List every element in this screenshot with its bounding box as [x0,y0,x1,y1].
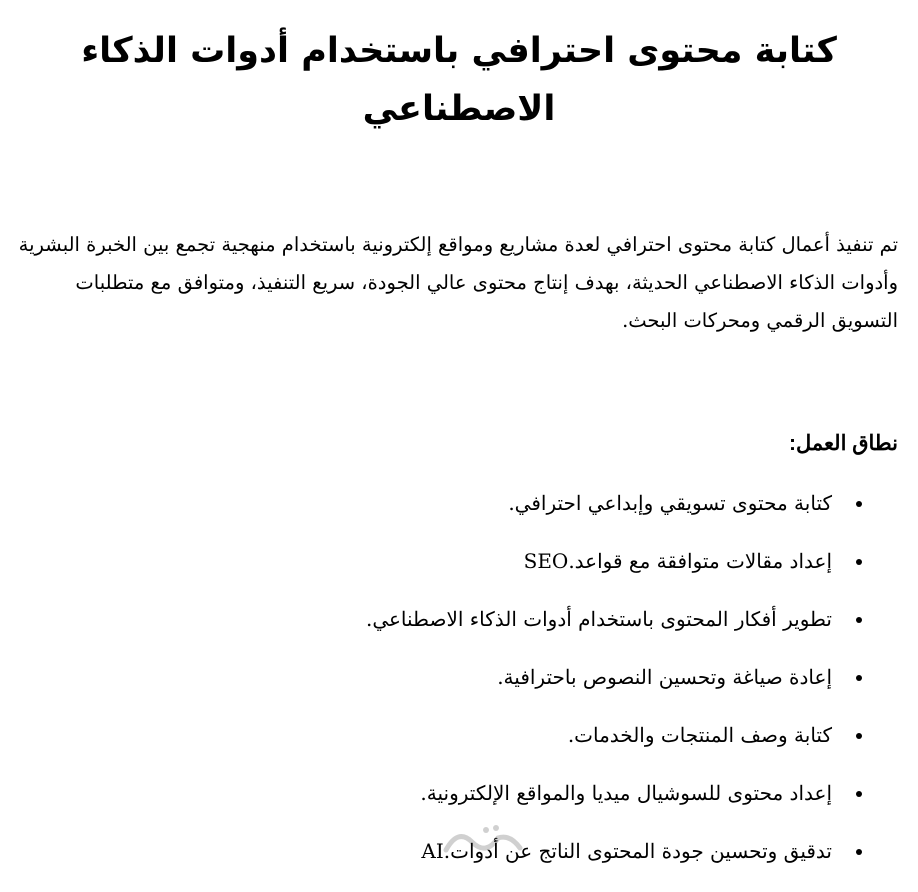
scope-item-text: كتابة محتوى تسويقي وإبداعي احترافي. [508,491,832,515]
scope-item-text: تدقيق وتحسين جودة المحتوى الناتج عن أدوات.AI [421,839,832,863]
scope-list [20,486,862,892]
document-title: كتابة محتوى احترافي باستخدام أدوات الذكاء الاصطناعي [81,31,837,129]
scope-item [20,834,862,892]
intro-paragraph: تم تنفيذ أعمال كتابة محتوى احترافي لعدة مشاريع ومواقع إلكترونية باستخدام منهجية تجمع بين الخبرة البشرية وأدوات الذكاء الاصطناعي الحديثة، بهدف إنتاج محتوى عالي الجودة، سريع التنفيذ، ومتوافق مع متطلبات التسويق الرقمي ومحركات البحث. [18,233,898,332]
scope-item [20,660,862,718]
bullet-icon [856,791,862,797]
bullet-icon [856,849,862,855]
scope-item [20,776,862,834]
scope-item [20,544,862,602]
scope-item-text: إعادة صياغة وتحسين النصوص باحترافية. [497,665,832,689]
bullet-icon [856,617,862,623]
bullet-icon [856,559,862,565]
scope-item-text: إعداد محتوى للسوشيال ميديا والمواقع الإلكترونية. [420,781,832,805]
bullet-icon [856,501,862,507]
scope-item [20,486,862,544]
scope-heading: نطاق العمل: [789,432,898,455]
bullet-icon [856,675,862,681]
scope-item-text: تطوير أفكار المحتوى باستخدام أدوات الذكاء الاصطناعي. [365,607,832,631]
bullet-icon [856,733,862,739]
scope-item-text: كتابة وصف المنتجات والخدمات. [567,723,832,747]
scope-item-text: إعداد مقالات متوافقة مع قواعد.SEO [523,549,832,573]
scope-item [20,718,862,776]
scope-item [20,602,862,660]
